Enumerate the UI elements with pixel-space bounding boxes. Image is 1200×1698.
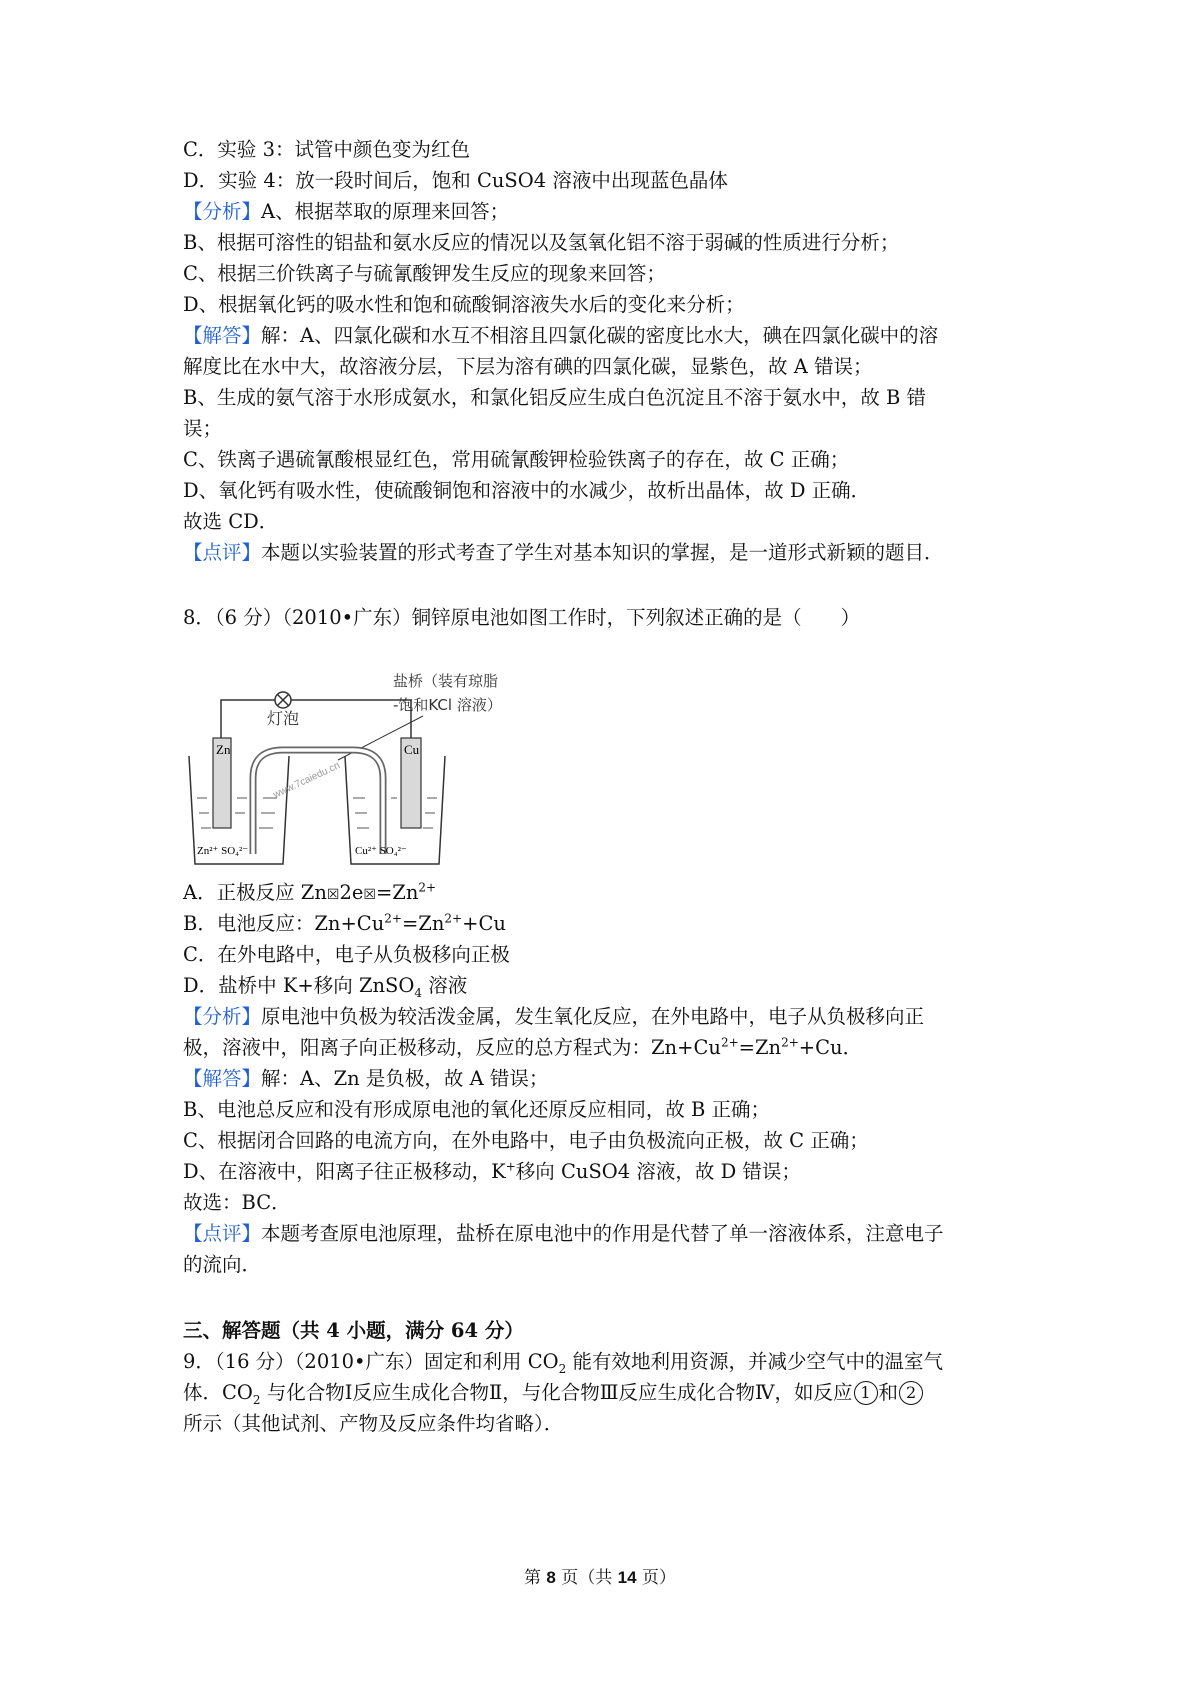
q9-line-3: 所示（其他试剂、产物及反应条件均省略）． (183, 1412, 564, 1435)
prev-answer-line-3: B、生成的氨气溶于水形成氨水，和氯化铝反应生成白色沉淀且不溶于氨水中，故 B 错 (183, 386, 927, 409)
prev-comment-line-1: 【点评】本题以实验装置的形式考查了学生对基本知识的掌握，是一道形式新颖的题目． (183, 541, 944, 564)
salt-bridge-label-2: -饱和KCl 溶液） (393, 696, 502, 714)
salt-bridge-label-1: 盐桥（装有琼脂 (393, 672, 499, 690)
q8-option-b: B．电池反应：$Zn+Cu^{2+}=Zn^{2+}+Cu$ (183, 911, 506, 935)
q8-comment-line-1: 【点评】本题考查原电池原理，盐桥在原电池中的作用是代替了单一溶液体系，注意电子 (183, 1222, 944, 1245)
q8-answer-line-3: C、根据闭合回路的电流方向，在外电路中，电子由负极流向正极，故 C 正确； (183, 1129, 869, 1152)
section-3-heading: 三、解答题（共 4 小题，满分 64 分） (183, 1319, 524, 1342)
external-wire (221, 700, 411, 738)
comment-tag: 【点评】 (183, 541, 262, 564)
page-total: 14 (617, 1568, 637, 1587)
q8-answer-line-5: 故选：BC． (183, 1191, 291, 1214)
prev-answer-line-7: 故选 CD． (183, 510, 279, 533)
q8-stem: 8．（6 分）（2010•广东）铜锌原电池如图工作时，下列叙述正确的是（ ） (183, 606, 861, 629)
salt-bridge (253, 750, 383, 854)
page-footer: 第 8 页（共 14 页） (523, 1568, 676, 1588)
answer-tag: 【解答】 (183, 324, 262, 347)
prev-answer-line-1: 【解答】解：A、四氯化碳和水互不相溶且四氯化碳的密度比水大，碘在四氯化碳中的溶 (183, 324, 939, 347)
q8-option-a: A．正极反应 $Zn☒2e☒=Zn^{2+}$ (183, 880, 437, 904)
galvanic-cell-diagram (183, 668, 575, 868)
prev-analysis-line-1: 【分析】A、根据萃取的原理来回答； (183, 200, 510, 223)
prev-answer-line-5: C、铁离子遇硫氰酸根显红色，常用硫氰酸钾检验铁离子的存在，故 C 正确； (183, 448, 850, 471)
prev-answer-line-4: 误； (183, 417, 223, 440)
prev-answer-line-6: D、氧化钙有吸水性，使硫酸铜饱和溶液中的水减少，故析出晶体，故 D 正确． (183, 479, 871, 502)
prev-analysis-line-4: D、根据氧化钙的吸水性和饱和硫酸铜溶液失水后的变化来分析； (183, 293, 745, 316)
prev-analysis-line-2: B、根据可溶性的铝盐和氨水反应的情况以及氢氧化铝不溶于弱碱的性质进行分析； (183, 231, 900, 254)
q8-option-d: D．盐桥中 K+移向 ZnSO$_4$ 溶液 (183, 974, 468, 1000)
q8-analysis-line-1: 【分析】原电池中负极为较活泼金属，发生氧化反应，在外电路中，电子从负极移向正 (183, 1005, 925, 1028)
q8-analysis-line-2: 极，溶液中，阳离子向正极移动，反应的总方程式为：$Zn+Cu^{2+}=Zn^{2+}+Cu$． (183, 1035, 863, 1059)
right-solution-label: Cu²⁺ SO₄²⁻ (355, 845, 407, 857)
bulb-label: 灯泡 (267, 709, 300, 728)
zn-label: Zn (216, 742, 231, 757)
prev-option-d: D．实验 4：放一段时间后，饱和 CuSO4 溶液中出现蓝色晶体 (183, 169, 728, 192)
q8-answer-line-4: D、在溶液中，阳离子往正极移动，K+移向 CuSO4 溶液，故 D 错误； (183, 1159, 801, 1183)
prev-answer-line-2: 解度比在水中大，故溶液分层，下层为溶有碘的四氯化碳，显紫色，故 A 错误； (183, 355, 873, 378)
cu-label: Cu (404, 742, 420, 757)
prev-option-c: C．实验 3：试管中颜色变为红色 (183, 138, 471, 161)
prev-analysis-line-3: C、根据三价铁离子与硫氰酸钾发生反应的现象来回答； (183, 262, 666, 285)
left-solution-label: Zn²⁺ SO₄²⁻ (197, 845, 249, 857)
q9-line-1: 9．（16 分）（2010•广东）固定和利用 $CO_2$ 能有效地利用资源，并减少空气中的温室气 (183, 1350, 943, 1376)
q8-option-c: C．在外电路中，电子从负极移向正极 (183, 943, 510, 966)
circled-2: 2 (899, 1381, 923, 1405)
page-number: 8 (546, 1568, 556, 1587)
q8-comment-line-2: 的流向． (183, 1253, 262, 1276)
q8-answer-line-2: B、电池总反应和没有形成原电池的氧化还原反应相同，故 B 正确； (183, 1098, 771, 1121)
watermark: www.7caiedu.cn (271, 760, 342, 801)
q9-line-2: 体．$CO_2$ 与化合物Ⅰ反应生成化合物Ⅱ，与化合物Ⅲ反应生成化合物Ⅳ，如反应 1 和 2 (183, 1378, 924, 1408)
galvanic-cell-figure (183, 668, 575, 868)
analysis-tag: 【分析】 (183, 200, 262, 223)
q8-answer-line-1: 【解答】解：A、Zn 是负极，故 A 错误； (183, 1067, 549, 1090)
circled-1: 1 (854, 1381, 878, 1405)
